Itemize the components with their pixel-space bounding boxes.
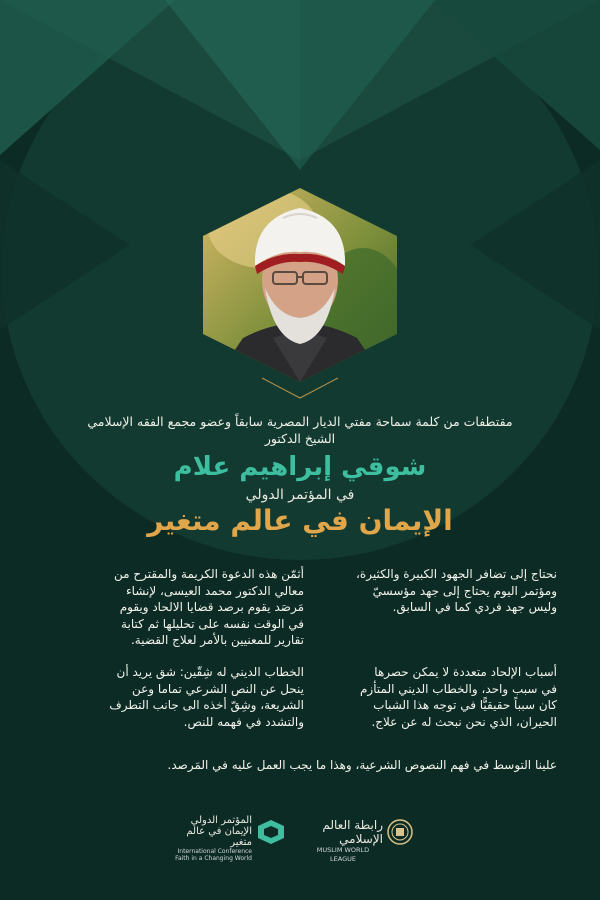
conference-label: في المؤتمر الدولي xyxy=(245,487,355,503)
league-emblem-icon xyxy=(387,819,413,845)
conference-logo-text-en: Faith in a Changing World xyxy=(175,855,252,862)
quote-paragraph: الخطاب الديني له شِقّين: شق يريد أن ينحل عن النص الشرعي تماما وعن الشريعة، وشِقّ أخذه الى جانب التطرف والتشدد في فهمه للنص. xyxy=(109,665,304,729)
conference-logo-text-en: International Conference xyxy=(177,848,252,855)
speaker-name: شوقي إبراهيم علام xyxy=(173,452,427,482)
quote-paragraph: علينا التوسط في فهم النصوص الشرعية، وهذا ما يجب العمل عليه في المَرصد. xyxy=(167,758,557,772)
intro-line: مقتطفات من كلمة سماحة مفتي الديار المصرية سابقاً وعضو مجمع الفقه الإسلامي xyxy=(87,414,513,429)
quote-paragraph: أسباب الإلحاد متعددة لا يمكن حصرها في سبب واحد، والخطاب الديني المتأزم كان سبباً حقيقيًّا في توجه هذا الشباب الحيران، الذي نحن نبحث له عن علاج. xyxy=(360,665,557,729)
league-logo-text-en: MUSLIM WORLD LEAGUE xyxy=(316,846,370,863)
quote-paragraph: نحتاج إلى تضافر الجهود الكبيرة والكثيرة، ومؤتمر اليوم يحتاج إلى جهد مؤسسيّ وليس جهد فردي كما في السابق. xyxy=(356,567,557,614)
conference-logo-text: المؤتمر الدولي xyxy=(190,815,252,826)
speaker-portrait xyxy=(203,188,397,382)
conference-logo-text: الإيمان في عالم متغير xyxy=(186,826,252,848)
conference-logo xyxy=(172,815,287,862)
conference-hexagon-icon xyxy=(257,819,285,845)
intro-subline: الشيخ الدكتور xyxy=(264,431,336,446)
conference-title: الإيمان في عالم متغير xyxy=(147,504,453,537)
quote-paragraph: أثمّن هذه الدعوة الكريمة والمقترح من معالي الدكتور محمد العيسى، لإنشاء مَرصَد يقوم برصد قضايا الالحاد ويقوم في الوقت نفسه على تحليلها ثم كتابة تقارير للمعنيين بالأمر لعلاج القضية. xyxy=(114,567,304,647)
league-logo-text: رابطة العالم الإسلامي xyxy=(322,818,383,846)
muslim-world-league-logo xyxy=(303,815,415,863)
